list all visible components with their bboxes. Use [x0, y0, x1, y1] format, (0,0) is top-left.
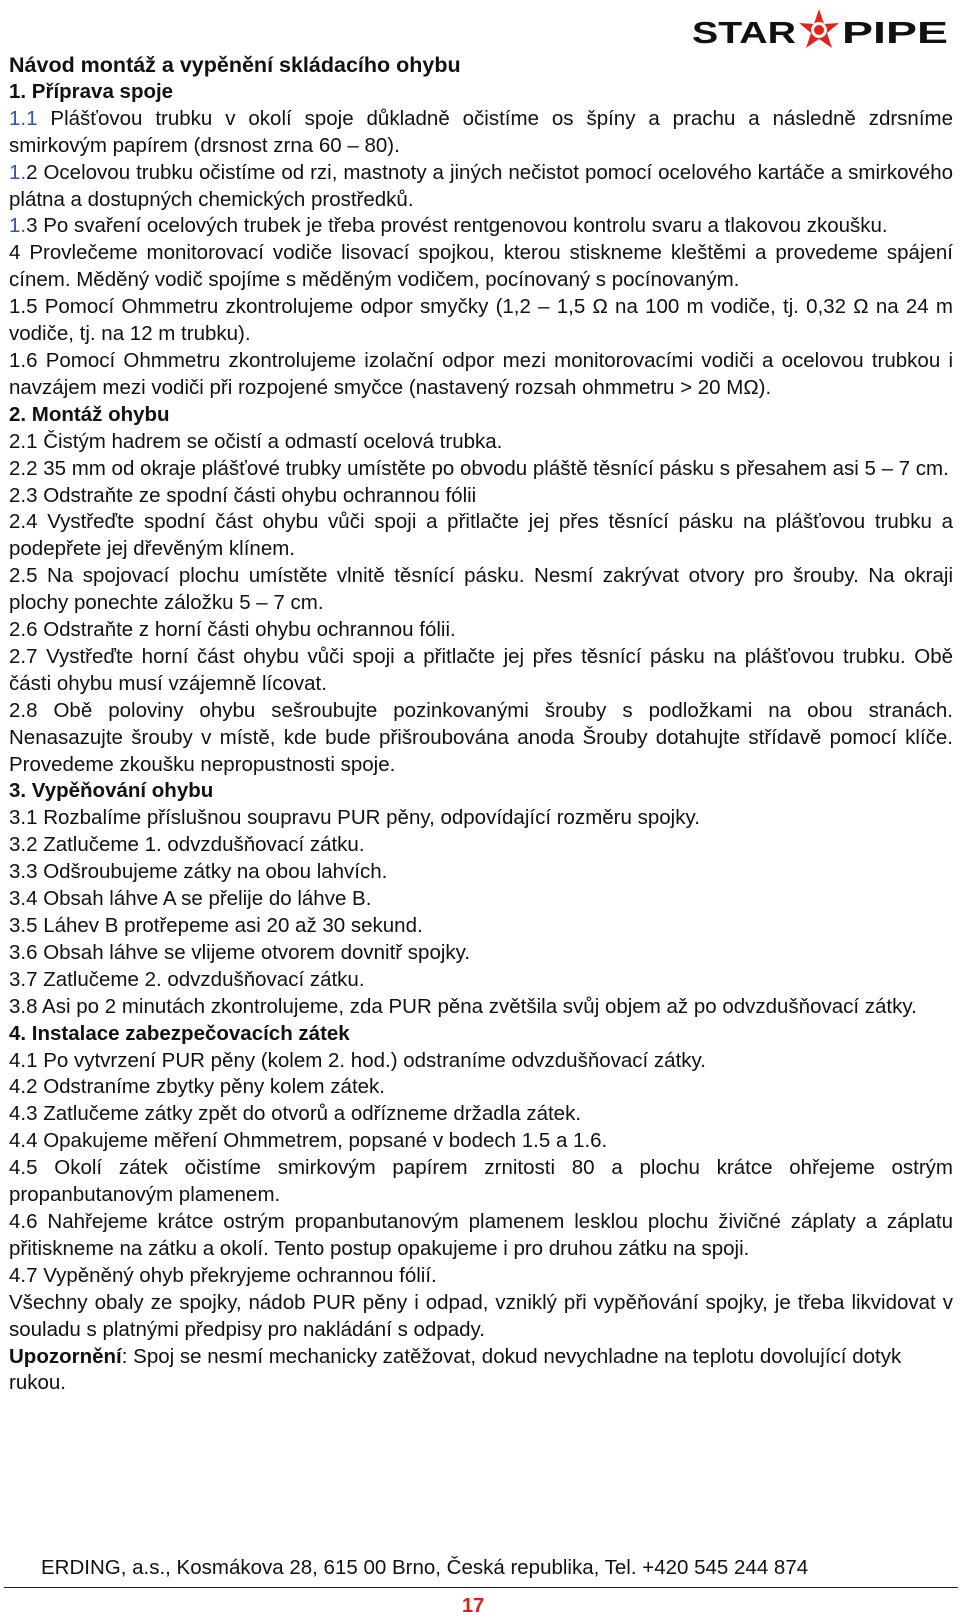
- section-3-heading: 3. Vypěňování ohybu: [9, 779, 214, 803]
- step-3-7: 3.7 Zatlučeme 2. odvzdušňovací zátku.: [9, 967, 365, 991]
- step-3-6: 3.6 Obsah láhve se vlijeme otvorem dovnitř spojky.: [9, 940, 471, 964]
- step-3-1: 3.1 Rozbalíme příslušnou soupravu PUR pěny, odpovídající rozměru spojky.: [9, 806, 700, 830]
- step-4-1: 4.1 Po vytvrzení PUR pěny (kolem 2. hod.) odstraníme odvzdušňovací zátky.: [9, 1048, 706, 1072]
- step-3-2: 3.2 Zatlučeme 1. odvzdušňovací zátku.: [9, 833, 365, 857]
- warning-note: [9, 1344, 953, 1398]
- step-2-7: 2.7 Vystřeďte horní část ohybu vůči spoji a přitlačte jej přes těsnící pásku na plášťovou trubku. Obě části ohybu musí vzájemně lícovat.: [9, 644, 953, 695]
- step-1-2-text: 2 Ocelovou trubku očistíme od rzi, mastnoty a jiných nečistot pomocí ocelového kartáče a smirkového plátna a dostupných chemických prostředků.: [9, 160, 953, 211]
- step-2-8: 2.8 Obě poloviny ohybu sešroubujte pozinkovanými šrouby s podložkami na obou stranách. Nenasazujte šrouby v místě, kde bude přišroubována anoda Šrouby dotahujte střídavě pomocí klíče. Provedeme zkoušku nepropustnosti spoje.: [9, 698, 953, 776]
- step-3-5: 3.5 Láhev B protřepeme asi 20 až 30 sekund.: [9, 914, 423, 937]
- step-2-2: 2.2 35 mm od okraje plášťové trubky umístěte po obvodu pláště těsnící pásku s přesahem asi 5 – 7 cm.: [9, 456, 949, 480]
- step-1-5: 1.5 Pomocí Ohmmetru zkontrolujeme odpor smyčky (1,2 – 1,5 Ω na 100 m vodiče, tj. 0,32 Ω na 24 m vodiče, tj. na 12 m trubku).: [9, 295, 953, 346]
- step-2-6: 2.6 Odstraňte z horní části ohybu ochrannou fólii.: [9, 618, 456, 642]
- step-1-4: 4 Provlečeme monitorovací vodiče lisovací spojkou, kterou stiskneme kleštěmi a provedeme spájení cínem. Měděný vodič spojíme s měděným vodičem, pocínovaný s pocínovaným.: [9, 241, 953, 292]
- step-4-2: 4.2 Odstraníme zbytky pěny kolem zátek.: [9, 1075, 385, 1099]
- step-3-3: 3.3 Odšroubujeme zátky na obou lahvích.: [9, 860, 388, 884]
- disposal-note: Všechny obaly ze spojky, nádob PUR pěny i odpad, vzniklý při vypěňování spojky, je třeba likvidovat v souladu s platnými předpisy pro nakládání s odpady.: [9, 1290, 953, 1341]
- step-4-3: 4.3 Zatlučeme zátky zpět do otvorů a odřízneme držadla zátek.: [9, 1102, 582, 1126]
- page-number: 17: [462, 1595, 485, 1617]
- step-3-8: 3.8 Asi po 2 minutách zkontrolujeme, zda PUR pěna zvětšila svůj objem až po odvzdušňovací zátky.: [9, 994, 917, 1018]
- logo-star-icon: [799, 10, 839, 48]
- footer-divider: [4, 1587, 958, 1588]
- step-1-1: [9, 106, 953, 160]
- step-1-3: [9, 213, 953, 240]
- step-2-1: 2.1 Čistým hadrem se očistí a odmastí ocelová trubka.: [9, 429, 503, 453]
- warning-text: : Spoj se nesmí mechanicky zatěžovat, dokud nevychladne na teplotu dovolující dotyk rukou.: [9, 1344, 902, 1395]
- section-1-heading: 1. Příprava spoje: [9, 79, 174, 103]
- starpipe-logo: [692, 10, 950, 52]
- logo-text-star: STAR: [692, 15, 796, 50]
- step-1-3-text: 3 Po svaření ocelových trubek je třeba provést rentgenovou kontrolu svaru a tlakovou zkoušku.: [26, 214, 888, 238]
- document-body: [9, 52, 953, 1397]
- step-1-2-number: 1.: [9, 160, 27, 184]
- step-1-1-number: 1.1: [9, 106, 38, 130]
- step-4-6: 4.6 Nahřejeme krátce ostrým propanbutanovým plamenem lesklou plochu živičné záplaty a záplatu přitiskneme na zátku a okolí. Tento postup opakujeme i pro druhou zátku na spoji.: [9, 1209, 953, 1260]
- step-1-3-number: 1.: [9, 214, 27, 238]
- section-4-heading: 4. Instalace zabezpečovacích zátek: [9, 1021, 350, 1045]
- warning-label: Upozornění: [9, 1344, 122, 1368]
- step-4-7: 4.7 Vypěněný ohyb překryjeme ochrannou fólií.: [9, 1263, 437, 1287]
- step-2-5: 2.5 Na spojovací plochu umístěte vlnitě těsnící pásku. Nesmí zakrývat otvory pro šrouby. Na okraji plochy ponechte záložku 5 – 7 cm.: [9, 564, 953, 615]
- step-2-4: 2.4 Vystřeďte spodní část ohybu vůči spoji a přitlačte jej přes těsnící pásku na plášťovou trubku a podepřete jej dřevěným klínem.: [9, 510, 953, 561]
- footer-address: ERDING, a.s., Kosmákova 28, 615 00 Brno, Česká republika, Tel. +420 545 244 874: [41, 1556, 809, 1579]
- logo-text-pipe: PIPE: [842, 15, 948, 50]
- step-1-1-text: Plášťovou trubku v okolí spoje důkladně očistíme os špíny a prachu a následně zdrsníme smirkovým papírem (drsnost zrna 60 – 80).: [9, 106, 953, 157]
- step-4-4: 4.4 Opakujeme měření Ohmmetrem, popsané v bodech 1.5 a 1.6.: [9, 1129, 608, 1153]
- step-1-6: 1.6 Pomocí Ohmmetru zkontrolujeme izolační odpor mezi monitorovacími vodiči a ocelovou trubkou i navzájem mezi vodiči při rozpojené smyčce (nastavený rozsah ohmmetru > 20 MΩ).: [9, 348, 953, 399]
- document-title: Návod montáž a vypěnění skládacího ohybu: [9, 53, 461, 77]
- step-3-4: 3.4 Obsah láhve A se přelije do láhve B.: [9, 887, 372, 911]
- step-1-2: [9, 160, 953, 214]
- section-2-heading: 2. Montáž ohybu: [9, 402, 170, 426]
- step-2-3: 2.3 Odstraňte ze spodní části ohybu ochrannou fólii: [9, 483, 477, 507]
- step-4-5: 4.5 Okolí zátek očistíme smirkovým papírem zrnitosti 80 a plochu krátce ohřejeme ostrým propanbutanovým plamenem.: [9, 1156, 953, 1207]
